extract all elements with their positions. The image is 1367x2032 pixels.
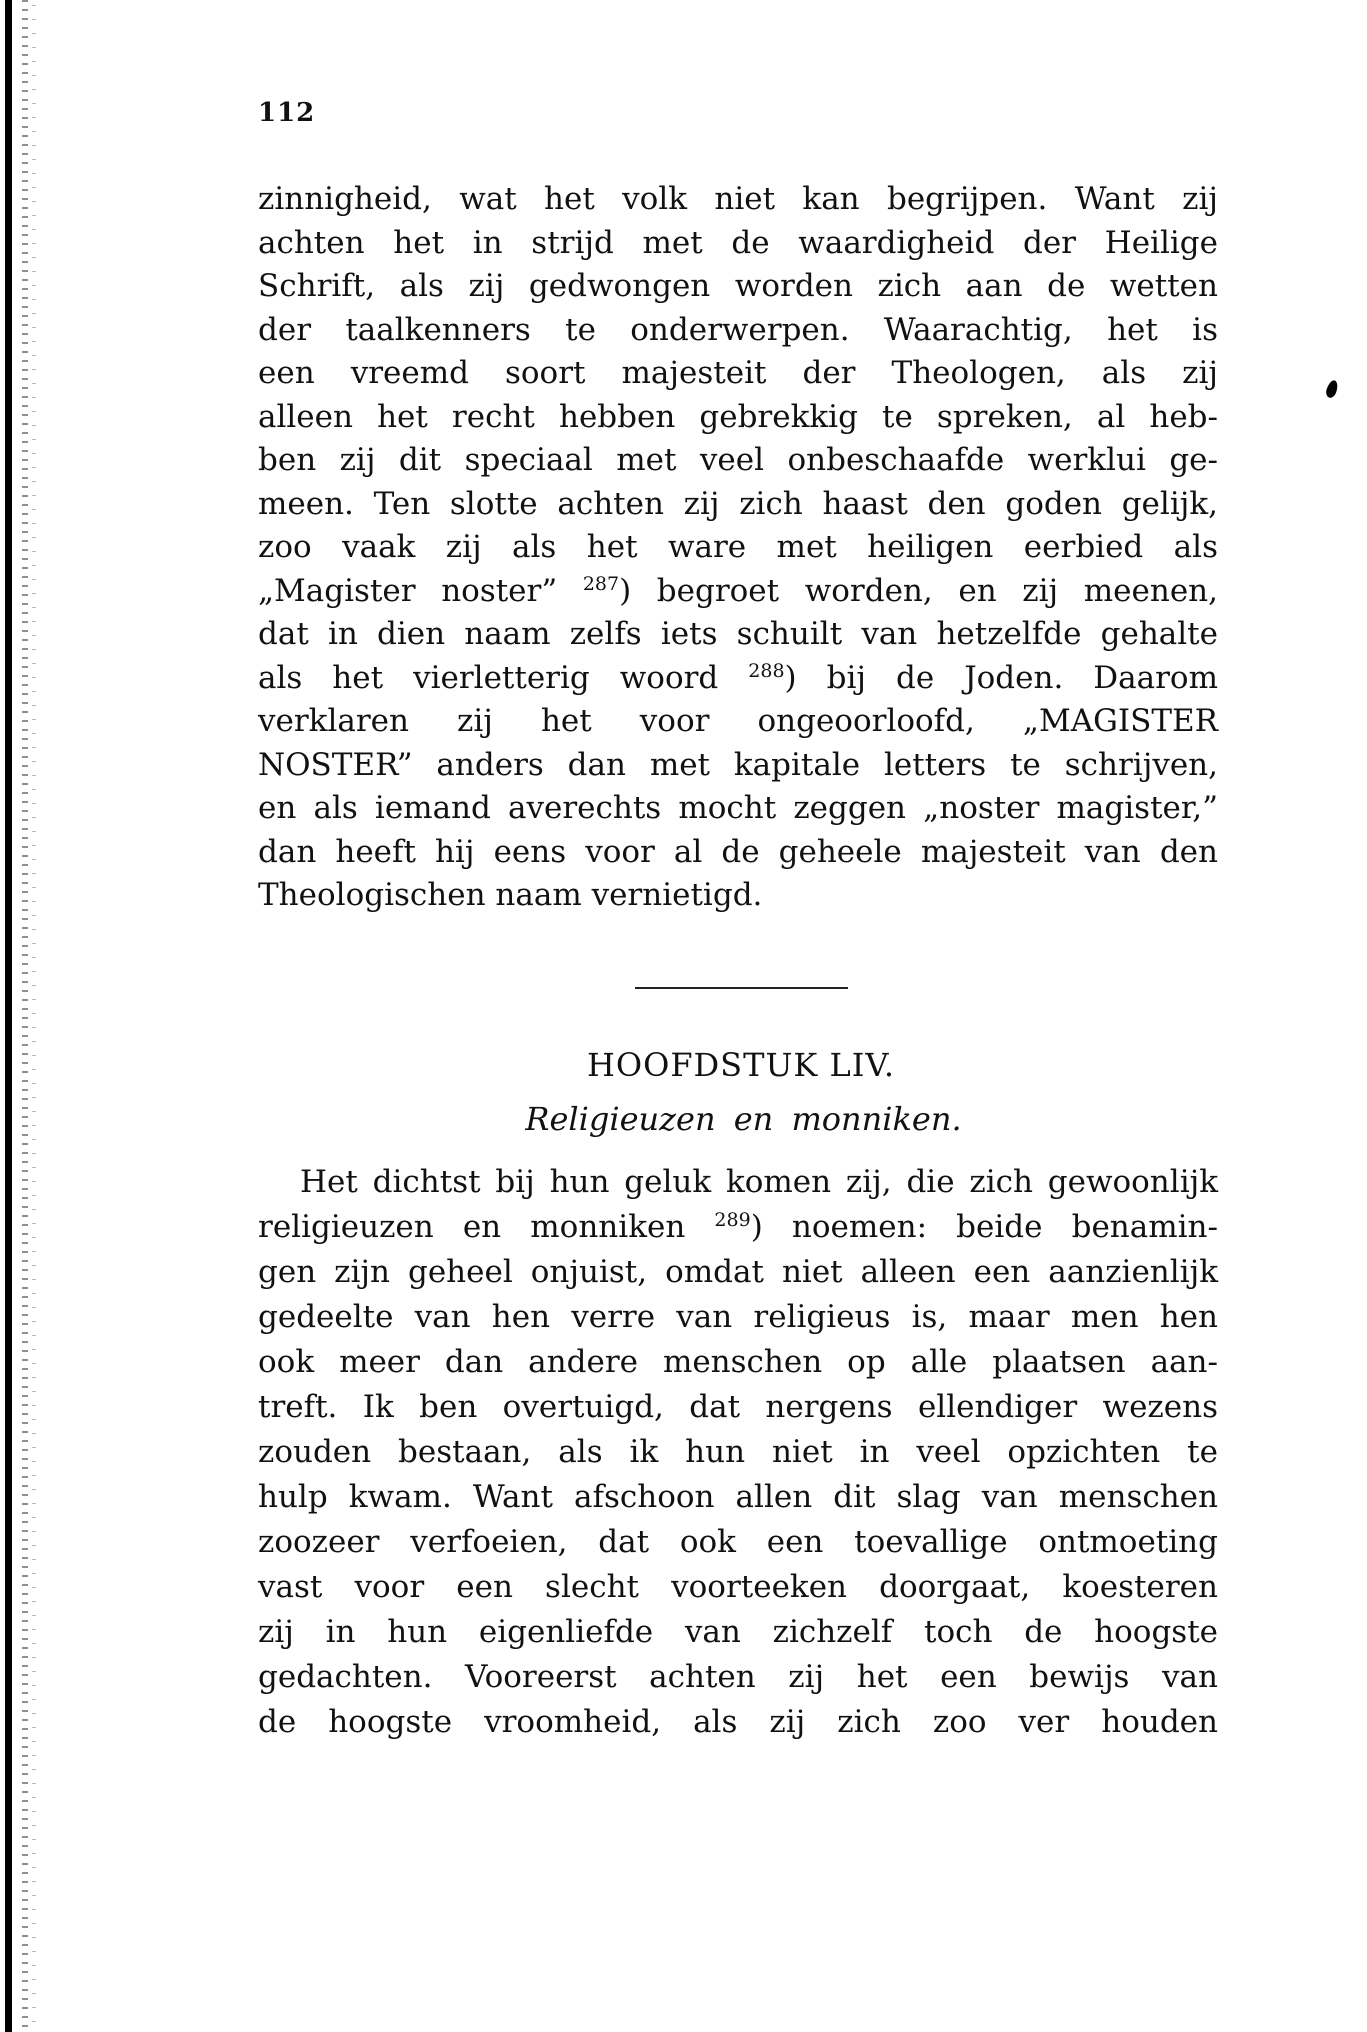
scan-edge-noise — [12, 0, 42, 2032]
text-line: zouden bestaan, als ik hun niet in veel opzichten te — [258, 1434, 1218, 1470]
text-line: treft. Ik ben overtuigd, dat nergens ellendiger wezens — [258, 1389, 1218, 1425]
text-line: dan heeft hij eens voor al de geheele majesteit van den — [258, 833, 1218, 870]
line-text: ) begroet worden, en zij meenen, — [619, 572, 1218, 609]
page-number: 112 — [258, 98, 316, 128]
footnote-ref-287: 287 — [582, 572, 620, 595]
text-line: der taalkenners te onderwerpen. Waarachtig, het is — [258, 311, 1218, 348]
text-line: een vreemd soort majesteit der Theologen, als zij — [258, 355, 1218, 391]
text-line: Het dichtst bij hun geluk komen zij, die zich gewoonlijk — [300, 1164, 1218, 1200]
footnote-ref-289: 289 — [714, 1209, 751, 1231]
line-text: religieuzen en monniken — [258, 1209, 715, 1245]
paragraph-continued — [258, 178, 1218, 918]
text-line: ook meer dan andere menschen op alle plaatsen aan- — [258, 1344, 1218, 1380]
line-text: „Magister noster” — [258, 572, 583, 609]
text-line: verklaren zij het voor ongeoorloofd, „MAGISTER — [258, 703, 1218, 739]
text-line: meen. Ten slotte achten zij zich haast den goden gelijk, — [258, 485, 1218, 522]
text-line: en als iemand averechts mocht zeggen „noster magister,” — [258, 790, 1218, 826]
text-line: gen zijn geheel onjuist, omdat niet alleen een aanzienlijk — [258, 1254, 1218, 1290]
text-line: zinnigheid, wat het volk niet kan begrijpen. Want zij — [258, 181, 1218, 217]
text-line: Theologischen naam vernietigd. — [258, 877, 763, 913]
text-line: NOSTER” anders dan met kapitale letters te schrijven, — [258, 746, 1218, 783]
text-line: hulp kwam. Want afschoon allen dit slag van menschen — [258, 1479, 1218, 1515]
text-line — [258, 657, 1218, 701]
text-line: achten het in strijd met de waardigheid der Heilige — [258, 224, 1218, 261]
scan-edge-bar — [5, 0, 12, 2032]
text-line: zoozeer verfoeien, dat ook een toevallige ontmoeting — [258, 1524, 1218, 1560]
text-line: gedeelte van hen verre van religieus is, maar men hen — [258, 1299, 1218, 1335]
text-line: vast voor een slecht voorteeken doorgaat, koesteren — [258, 1569, 1218, 1605]
text-line: ben zij dit speciaal met veel onbeschaafde werklui ge- — [258, 442, 1218, 478]
text-line: de hoogste vroomheid, als zij zich zoo ver houden — [258, 1704, 1218, 1740]
line-text: ) noemen: beide benamin- — [750, 1209, 1218, 1245]
text-line: alleen het recht hebben gebrekkig te spreken, al heb- — [258, 398, 1218, 435]
text-line: Schrift, als zij gedwongen worden zich aan de wetten — [258, 268, 1218, 304]
section-divider — [635, 987, 848, 989]
line-text: ) bij de Joden. Daarom — [784, 659, 1218, 696]
text-line: zoo vaak zij als het ware met heiligen eerbied als — [258, 529, 1218, 565]
footnote-ref-288: 288 — [748, 659, 785, 682]
chapter-heading: HOOFDSTUK LIV. — [586, 1046, 896, 1084]
margin-ink-mark — [1324, 379, 1339, 399]
text-line: dat in dien naam zelfs iets schuilt van hetzelfde gehalte — [258, 616, 1218, 652]
text-line — [258, 1205, 1218, 1250]
text-line: gedachten. Vooreerst achten zij het een bewijs van — [258, 1659, 1218, 1695]
chapter-subtitle: Religieuzen en monniken. — [525, 1100, 962, 1138]
line-text: als het vierletterig woord — [258, 659, 749, 696]
text-line: zij in hun eigenliefde van zichzelf toch de hoogste — [258, 1614, 1218, 1650]
text-line — [258, 570, 1218, 614]
paragraph-chapter-start — [258, 1160, 1218, 1745]
